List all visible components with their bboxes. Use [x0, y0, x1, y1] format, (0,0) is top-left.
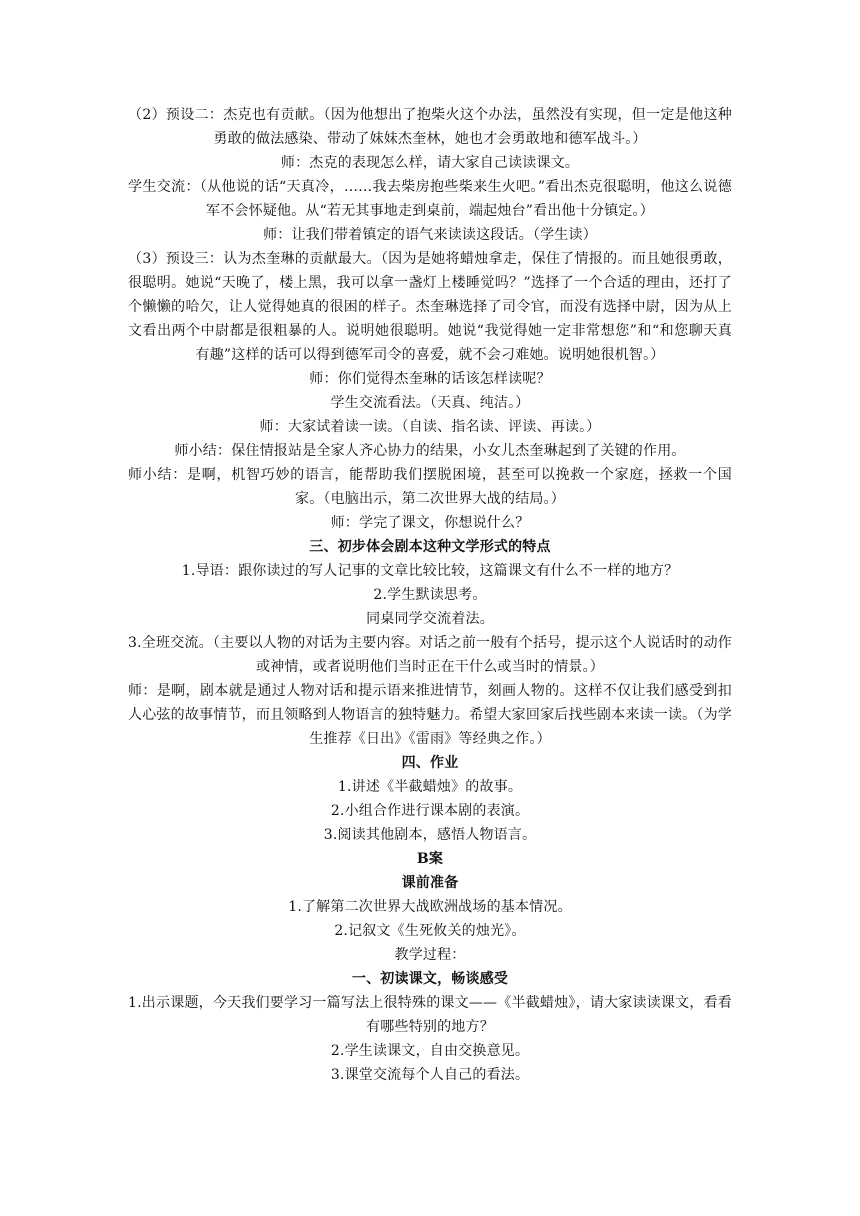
- paragraph: 学生交流看法。（天真、纯洁。）: [330, 395, 530, 411]
- paragraph: 学生交流：（从他说的话“天真冷，……我去柴房抱些柴来生火吧。”看出杰克很聪明，他这么说德军不会怀疑他。从“若无其事地走到桌前，端起烛台”看出他十分镇定。）: [128, 179, 732, 219]
- paragraph: 同桌同学交流着法。: [366, 611, 494, 627]
- paragraph: 2.记叙文《生死攸关的烛光》。: [334, 923, 526, 939]
- paragraph: 1.讲述《半截蜡烛》的故事。: [337, 779, 523, 795]
- section-heading: 三、初步体会剧本这种文学形式的特点: [309, 539, 551, 555]
- section-heading: 课前准备: [401, 875, 459, 891]
- paragraph: 3.阅读其他剧本，感悟人物语言。: [323, 827, 537, 843]
- document-page: [128, 103, 732, 1087]
- paragraph: 3.全班交流。（主要以人物的对话为主要内容。对话之前一般有个括号，提示这个人说话时的动作或神情，或者说明他们当时正在干什么或当时的情景。）: [128, 635, 732, 675]
- paragraph: 师：你们觉得杰奎琳的话该怎样读呢？: [309, 371, 551, 387]
- paragraph: 师：让我们带着镇定的语气来读读这段话。（学生读）: [263, 227, 597, 243]
- paragraph: 2.小组合作进行课本剧的表演。: [330, 803, 530, 819]
- paragraph: 1.导语：跟你读过的写人记事的文章比较比较，这篇课文有什么不一样的地方？: [181, 563, 679, 579]
- paragraph: 师小结：是啊，机智巧妙的语言，能帮助我们摆脱困境，甚至可以挽救一个家庭，拯救一个国家。（电脑出示，第二次世界大战的结局。）: [128, 467, 732, 507]
- paragraph: （2）预设二：杰克也有贡献。（因为他想出了抱柴火这个办法，虽然没有实现，但一定是他这种勇敢的做法感染、带动了妹妹杰奎林，她也才会勇敢地和德军战斗。）: [128, 107, 732, 147]
- paragraph: 师：学完了课文，你想说什么？: [330, 515, 530, 531]
- paragraph: 3.课堂交流每个人自己的看法。: [330, 1067, 530, 1083]
- paragraph: 师：是啊，剧本就是通过人物对话和提示语来推进情节，刻画人物的。这样不仅让我们感受到扣人心弦的故事情节，而且领略到人物语言的独特魅力。希望大家回家后找些剧本来读一读。（为学生推荐《日出》《雷雨》等经典之作。）: [128, 683, 732, 747]
- section-heading: 一、初读课文，畅谈感受: [351, 971, 509, 987]
- paragraph: 师：大家试着读一读。（自读、指名读、评读、再读。）: [259, 419, 601, 435]
- paragraph: 师：杰克的表现怎么样，请大家自己读读课文。: [280, 155, 580, 171]
- paragraph: 教学过程：: [394, 947, 466, 963]
- paragraph: 1.出示课题，今天我们要学习一篇写法上很特殊的课文——《半截蜡烛》，请大家读读课文，看看有哪些特别的地方？: [128, 995, 732, 1035]
- paragraph: 2.学生读课文，自由交换意见。: [330, 1043, 530, 1059]
- section-heading: 四、作业: [401, 755, 459, 771]
- paragraph: 1.了解第二次世界大战欧洲战场的基本情况。: [288, 899, 572, 915]
- section-heading: B案: [416, 851, 444, 867]
- paragraph: 2.学生默读思考。: [373, 587, 487, 603]
- paragraph: （3）预设三：认为杰奎琳的贡献最大。（因为是她将蜡烛拿走，保住了情报的。而且她很勇敢，很聪明。她说“天晚了，楼上黑，我可以拿一盏灯上楼睡觉吗？”选择了一个合适的理由，还打了个懒懒的哈欠，让人觉得她真的很困的样子。杰奎琳选择了司令官，而没有选择中尉，因为从上文看出两个中尉都是很粗暴的人。说明她很聪明。她说“我觉得她一定非常想您”和“和您聊天真有趣”这样的话可以得到德军司令的喜爱，就不会刁难她。说明她很机智。）: [128, 251, 732, 363]
- paragraph: 师小结：保住情报站是全家人齐心协力的结果，小女儿杰奎琳起到了关键的作用。: [174, 443, 686, 459]
